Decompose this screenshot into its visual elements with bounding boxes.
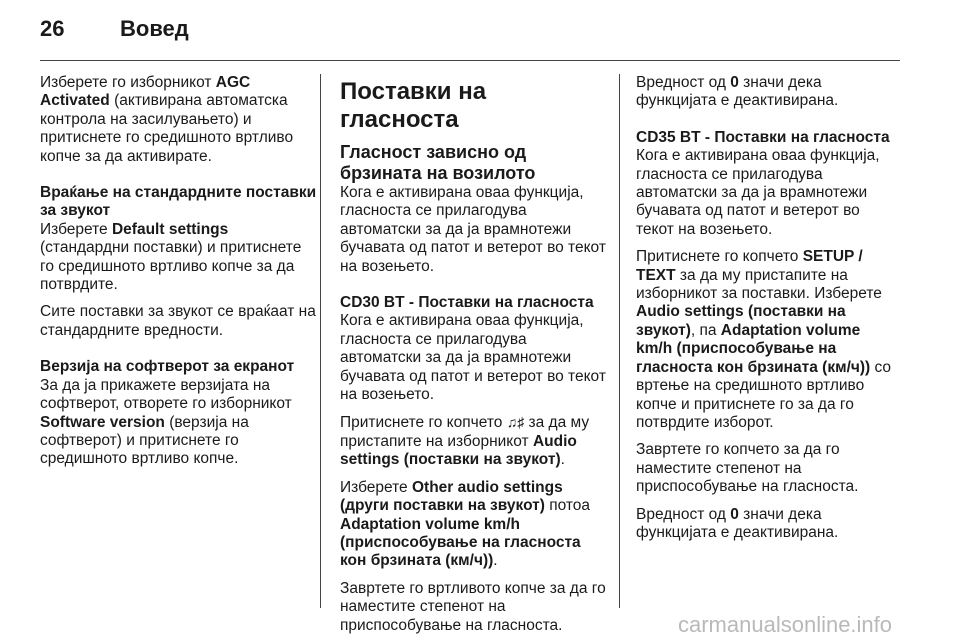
section-title: Поставки на гласноста — [340, 78, 487, 133]
menu-item-other-audio-settings: Other audio settings (други поставки на звукот) — [340, 478, 563, 515]
subheading: Верзија на софтверот за екранот — [40, 358, 295, 376]
paragraph: Изберете Other audio settings (други поставки на звукот) потоа Adaptation volume km/h (приспособување на гласноста кон брзината (км/ч)). — [340, 478, 591, 570]
paragraph: Сите поставки за звукот се враќаат на стандардните вредности. — [40, 303, 316, 339]
paragraph: Вредност од 0 значи дека функцијата е деактивирана. — [636, 505, 839, 541]
subsection-title: Гласност зависно од брзината на возилото — [340, 142, 536, 183]
paragraph: Притиснете го копчето ♫♯ за да му пристапите на изборникот Audio settings (поставки на звукот). — [340, 414, 590, 469]
menu-item-default-settings: Default settings — [111, 220, 229, 238]
bluetooth-audio-icon: ♫♯ — [506, 414, 525, 431]
button-setup-text: SETUP / TEXT — [636, 248, 863, 284]
subheading: Враќање на стандардните поставки за звукот — [40, 184, 317, 220]
paragraph: Завртете го копчето за да го наместите степенот на приспособување на гласноста. — [636, 441, 859, 496]
menu-item-adaptation-volume: Adaptation volume km/h (приспособување на гласноста кон брзината (км/ч)) — [636, 321, 871, 376]
header-divider — [40, 60, 900, 61]
menu-item-adaptation-volume: Adaptation volume km/h (приспособување на гласноста кон брзината (км/ч)) — [340, 515, 581, 570]
menu-item-audio-settings: Audio settings (поставки на звукот) — [636, 303, 846, 339]
column-middle — [340, 74, 608, 644]
menu-item-software-version: Software version — [40, 413, 165, 431]
column-divider — [619, 74, 620, 608]
paragraph: Изберете Default settings (стандардни поставки) и притиснете го средишното вртливо копче за да потврдите. — [40, 220, 302, 294]
chapter-title: Вовед — [120, 16, 189, 41]
paragraph: Изберете го изборникот AGC Activated (активирана автоматска контрола на засилувањето) и притиснете го средишното вртливо копче за да активирате. — [40, 74, 294, 165]
watermark: carmanualsonline.info — [678, 612, 893, 637]
menu-item-audio-settings: Audio settings (поставки на звукот) — [340, 432, 577, 469]
paragraph: За да ја прикажете верзијата на софтверот, отворете го изборникот Software version (верзија на софтверот) и притиснете го средишното вртливо копче. — [40, 376, 292, 468]
column-right — [636, 74, 900, 551]
subheading: CD30 BT - Поставки на гласноста — [340, 294, 594, 312]
paragraph: Завртете го вртливото копче за да го наместите степенот на приспособување на гласноста. — [340, 579, 606, 634]
subheading: CD35 BT - Поставки на гласноста — [636, 128, 890, 146]
paragraph: Кога е активирана оваа функција, гласноста се прилагодува автоматски за да ја врамнотежи бучавата од патот и ветерот во текот на возењето. — [340, 184, 606, 275]
menu-item-agc: AGC Activated — [40, 74, 251, 110]
page-number: 26 — [40, 16, 65, 41]
paragraph: Притиснете го копчето SETUP / TEXT за да му пристапите на изборникот за поставки. Изберете Audio settings (поставки на звукот), па Adaptation volume km/h (приспособување на гласноста кон брзината (км/ч)) со вртење на средишното вртливо копче и притиснете го за да го потврдите изборот. — [636, 248, 892, 431]
paragraph: Кога е активирана оваа функција, гласноста се прилагодува автоматски за да ја врамнотежи бучавата од патот и ветерот во текот на возењето. — [636, 147, 880, 238]
column-divider — [320, 74, 321, 608]
paragraph: Вредност од 0 значи дека функцијата е деактивирана. — [636, 74, 839, 110]
column-left — [40, 74, 318, 478]
paragraph: Кога е активирана оваа функција, гласноста се прилагодува автоматски за да ја врамнотежи бучавата од патот и ветерот во текот на возењето. — [340, 312, 606, 404]
